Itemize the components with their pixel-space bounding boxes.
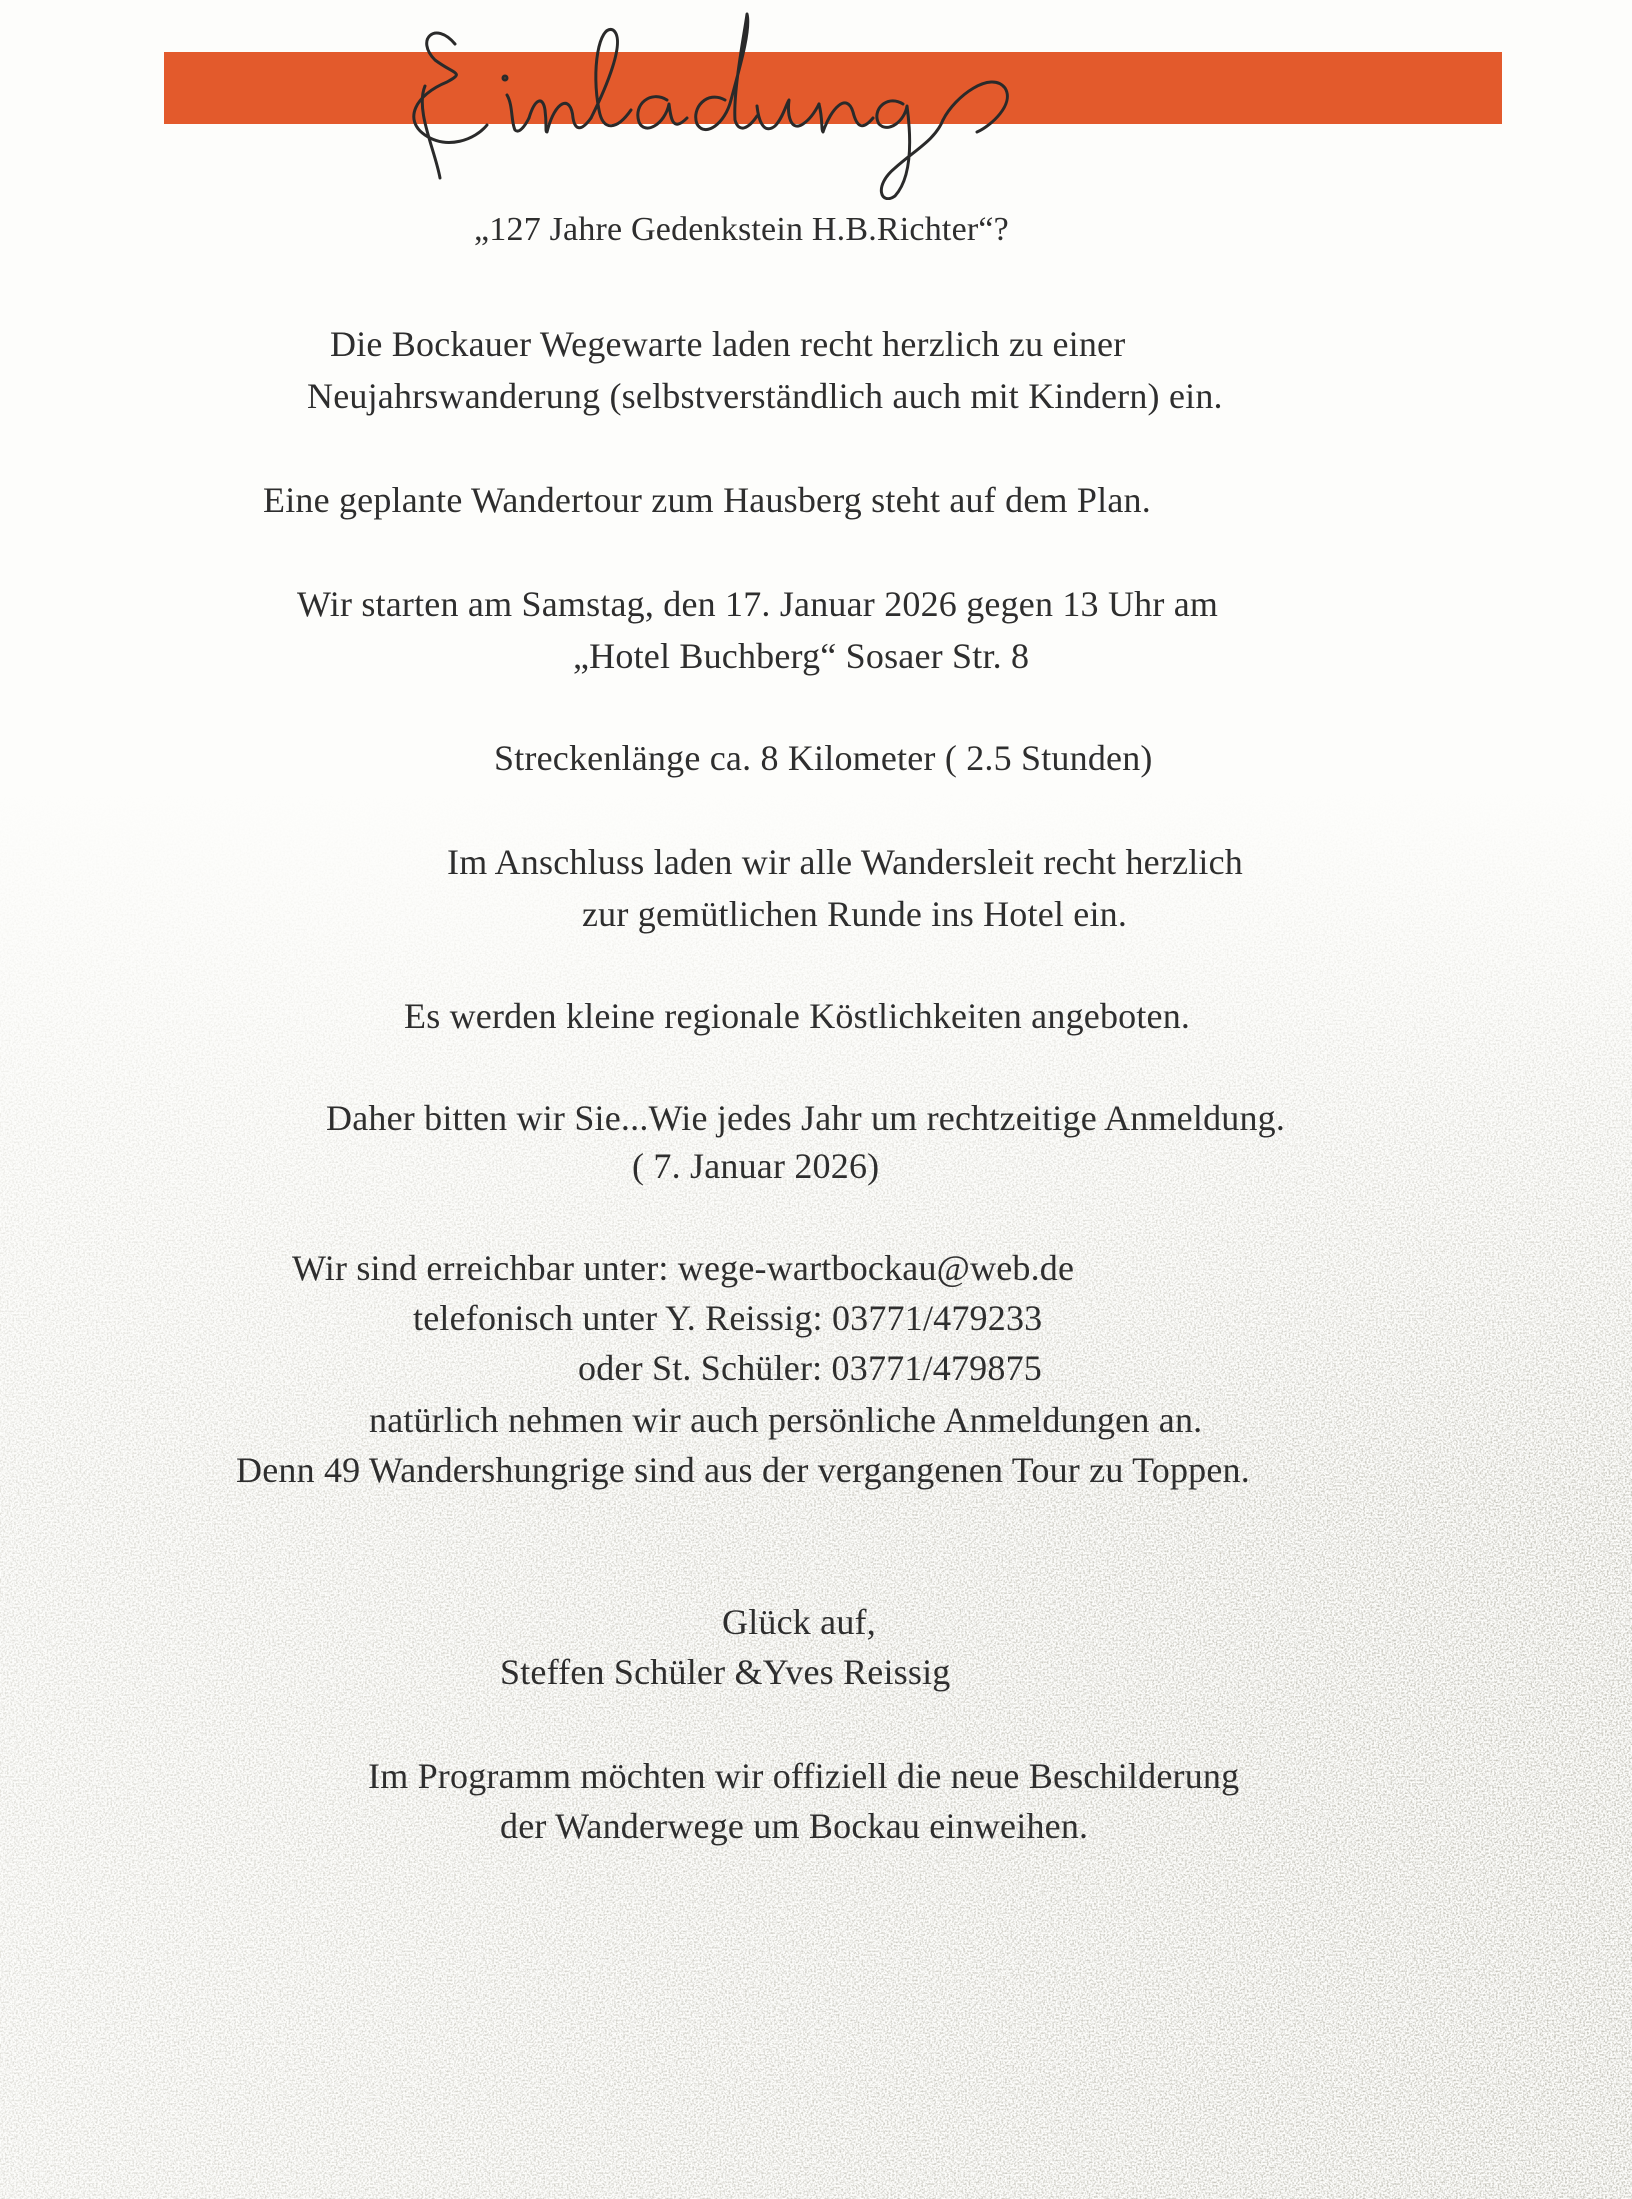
intro-line-2: Neujahrswanderung (selbstverständlich auch mit Kindern) ein. [307, 376, 1223, 416]
contact-line-1: Wir sind erreichbar unter: wege-wartbockau@web.de [292, 1248, 1075, 1288]
program-line-1: Im Programm möchten wir offiziell die neue Beschilderung [368, 1756, 1240, 1796]
handwritten-title [395, 0, 1115, 200]
closing-greeting: Glück auf, [722, 1602, 876, 1642]
contact-line-5: Denn 49 Wandershungrige sind aus der vergangenen Tour zu Toppen. [236, 1450, 1250, 1490]
event-subtitle: „127 Jahre Gedenkstein H.B.Richter“? [474, 211, 1009, 248]
plan-line: Eine geplante Wandertour zum Hausberg steht auf dem Plan. [263, 480, 1151, 520]
program-line-2: der Wanderwege um Bockau einweihen. [500, 1806, 1089, 1846]
contact-line-4: natürlich nehmen wir auch persönliche Anmeldungen an. [369, 1400, 1203, 1440]
contact-line-2: telefonisch unter Y. Reissig: 03771/479233 [413, 1298, 1043, 1338]
closing-signature: Steffen Schüler &Yves Reissig [500, 1652, 951, 1692]
einladung-script-drawing [395, 0, 1115, 200]
start-line-1: Wir starten am Samstag, den 17. Januar 2026 gegen 13 Uhr am [297, 584, 1219, 624]
start-line-2: „Hotel Buchberg“ Sosaer Str. 8 [573, 636, 1030, 676]
contact-line-3: oder St. Schüler: 03771/479875 [578, 1348, 1042, 1388]
after-line-2: zur gemütlichen Runde ins Hotel ein. [582, 894, 1128, 934]
food-line: Es werden kleine regionale Köstlichkeiten angeboten. [404, 996, 1191, 1036]
after-line-1: Im Anschluss laden wir alle Wandersleit recht herzlich [447, 842, 1243, 882]
registration-line-1: Daher bitten wir Sie...Wie jedes Jahr um rechtzeitige Anmeldung. [326, 1098, 1286, 1138]
intro-line-1: Die Bockauer Wegewarte laden recht herzlich zu einer [330, 324, 1126, 364]
route-length-line: Streckenlänge ca. 8 Kilometer ( 2.5 Stunden) [494, 738, 1153, 778]
registration-line-2: ( 7. Januar 2026) [632, 1146, 880, 1186]
